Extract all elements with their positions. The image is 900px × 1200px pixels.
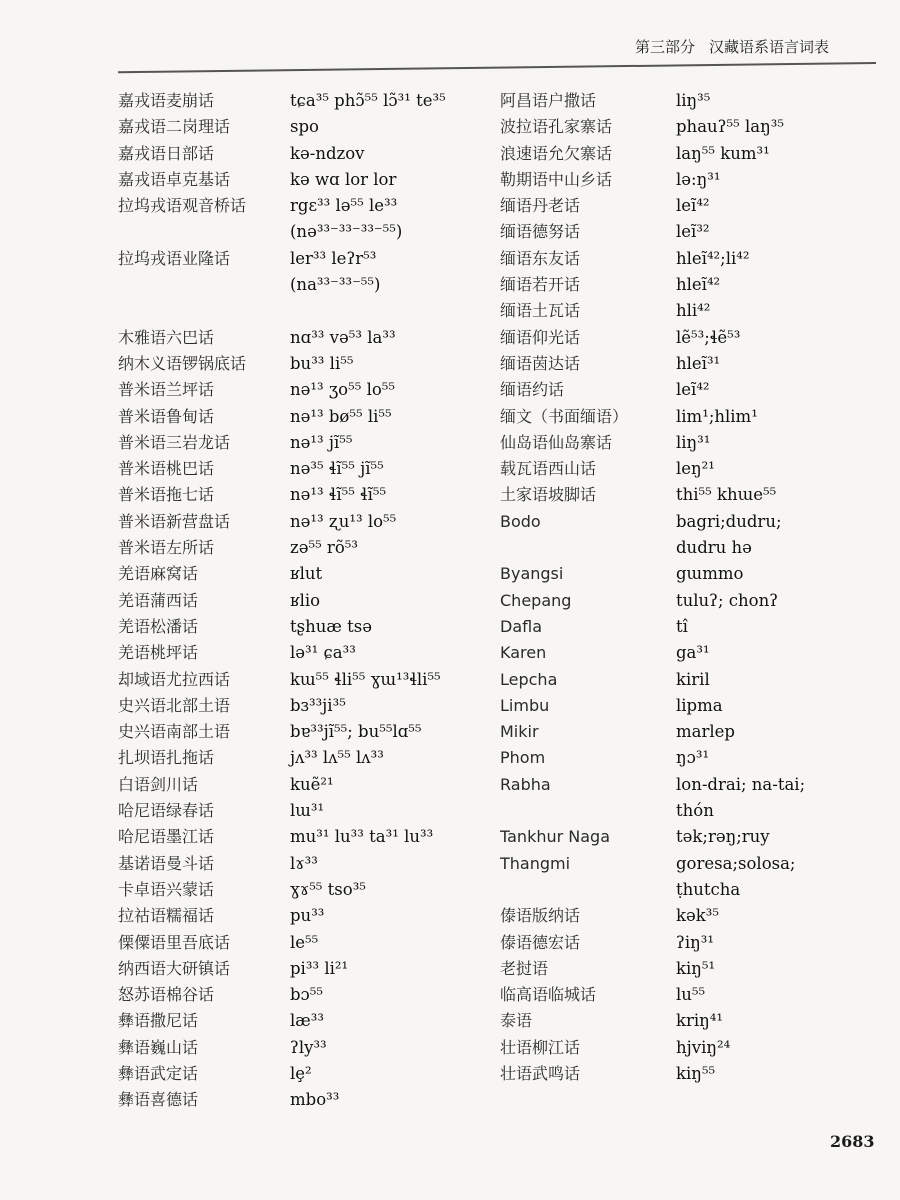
dialect-name: 普米语桃巴话 bbox=[118, 459, 215, 479]
dialect-name: 缅语土瓦话 bbox=[500, 301, 581, 321]
dialect-name: 嘉戎语二岗理话 bbox=[118, 117, 231, 137]
word-form: leĩ³² bbox=[676, 222, 710, 242]
word-form: ɣɤ⁵⁵ tso³⁵ bbox=[290, 879, 366, 899]
header-section: 汉藏语系语言词表 bbox=[709, 38, 830, 56]
word-form: læ³³ bbox=[290, 1011, 325, 1031]
running-header bbox=[635, 36, 875, 57]
word-form: hleĩ³¹ bbox=[676, 353, 721, 373]
dialect-name: 嘉戎语麦崩话 bbox=[118, 91, 215, 110]
dialect-name: Tankhur Naga bbox=[500, 827, 611, 847]
word-form: pu³³ bbox=[290, 906, 325, 926]
word-form: pi³³ li²¹ bbox=[290, 958, 349, 978]
word-form: zə⁵⁵ rõ⁵³ bbox=[290, 538, 358, 558]
dialect-name: 泰语 bbox=[500, 1011, 533, 1031]
dialect-name: 壮语武鸣话 bbox=[500, 1063, 581, 1083]
page-number: 2683 bbox=[830, 1132, 875, 1151]
dialect-name: 普米语鲁甸话 bbox=[118, 406, 215, 426]
dialect-name: 白语剑川话 bbox=[118, 774, 199, 794]
dialect-name: 卡卓语兴蒙话 bbox=[118, 879, 215, 899]
word-form: (na³³⁻³³⁻⁵⁵) bbox=[290, 275, 381, 295]
word-form: kə-ndzov bbox=[290, 143, 365, 163]
word-form: ʁlio bbox=[290, 590, 321, 610]
word-form: hli⁴² bbox=[676, 301, 711, 321]
dialect-name: 普米语新营盘话 bbox=[118, 511, 231, 531]
dialect-name: 缅语约话 bbox=[500, 380, 565, 400]
dialect-name: 彝语武定话 bbox=[118, 1063, 199, 1083]
dialect-name: 载瓦语西山话 bbox=[500, 459, 597, 479]
word-form: ʔiŋ³¹ bbox=[676, 932, 714, 952]
word-form: laŋ⁵⁵ kum³¹ bbox=[676, 143, 770, 163]
dialect-name: 傣语德宏话 bbox=[500, 932, 581, 952]
word-form: le⁵⁵ bbox=[290, 932, 319, 952]
dialect-name: 壮语柳江话 bbox=[500, 1037, 581, 1057]
word-form: bɜ³³ji³⁵ bbox=[290, 695, 346, 715]
dialect-name: 彝语喜德话 bbox=[118, 1090, 199, 1110]
dialect-name: 临高语临城话 bbox=[500, 985, 597, 1005]
dialect-name: 羌语桃坪话 bbox=[118, 643, 199, 663]
dialect-name: 彝语撒尼话 bbox=[118, 1011, 199, 1031]
word-form: ga³¹ bbox=[676, 643, 710, 663]
word-form: mu³¹ lu³³ ta³¹ lu³³ bbox=[290, 827, 434, 847]
word-form: phauʔ⁵⁵ laŋ³⁵ bbox=[676, 117, 784, 137]
word-form: goresa;solosa; bbox=[676, 853, 796, 873]
word-form: ʁlut bbox=[290, 564, 323, 584]
dialect-name: 哈尼语绿春话 bbox=[118, 801, 215, 821]
word-form: liŋ³¹ bbox=[676, 432, 711, 452]
dialect-name: 缅语丹老话 bbox=[500, 196, 581, 216]
dialect-name: 傣语版纳话 bbox=[500, 906, 581, 926]
header-rule bbox=[118, 62, 876, 73]
dialect-name: 傈僳语里吾底话 bbox=[118, 932, 231, 952]
dialect-name: 阿昌语户撒话 bbox=[500, 91, 597, 110]
word-form: lɤ³³ bbox=[290, 853, 318, 873]
word-form: tʂhuæ tsə bbox=[290, 616, 372, 636]
dialect-name: 普米语左所话 bbox=[118, 538, 215, 558]
word-form: hjviŋ²⁴ bbox=[676, 1037, 731, 1057]
dialect-name: Dafla bbox=[500, 616, 543, 636]
word-form: mbo³³ bbox=[290, 1090, 340, 1110]
dialect-name: Byangsi bbox=[500, 564, 564, 584]
word-form: tuluʔ; chonʔ bbox=[676, 590, 779, 610]
dialect-name: 基诺语曼斗话 bbox=[118, 853, 215, 873]
word-form: bagri;dudru; bbox=[676, 511, 782, 531]
word-form: lə³¹ ɕa³³ bbox=[290, 643, 356, 663]
dialect-name: 普米语兰坪话 bbox=[118, 380, 215, 400]
dialect-name: 纳西语大研镇话 bbox=[118, 958, 231, 978]
dialect-name: Rabha bbox=[500, 774, 551, 794]
dialect-name: 哈尼语墨江话 bbox=[118, 827, 215, 847]
dialect-name: 扎坝语扎拖话 bbox=[118, 748, 215, 768]
dialect-name: 浪速语允欠寨话 bbox=[500, 143, 613, 163]
dialect-name: 纳木义语锣锅底话 bbox=[118, 353, 247, 373]
word-form: leĩ⁴² bbox=[676, 196, 710, 216]
word-form: kiŋ⁵¹ bbox=[676, 958, 716, 978]
word-form: kək³⁵ bbox=[676, 906, 719, 926]
word-form: lim¹;hlim¹ bbox=[676, 406, 758, 426]
dialect-name: 缅语若开话 bbox=[500, 275, 581, 295]
word-form: bɐ³³jĩ⁵⁵; bu⁵⁵lɑ⁵⁵ bbox=[290, 722, 422, 742]
dialect-name: 缅语东友话 bbox=[500, 248, 581, 268]
word-form: nə¹³ bø⁵⁵ li⁵⁵ bbox=[290, 406, 392, 426]
word-form: nə¹³ ʐu¹³ lo⁵⁵ bbox=[290, 511, 397, 531]
dialect-name: 缅语茵达话 bbox=[500, 353, 581, 373]
word-form: bu³³ li⁵⁵ bbox=[290, 353, 354, 373]
word-form: liŋ³⁵ bbox=[676, 91, 711, 110]
word-form: spo bbox=[290, 117, 319, 137]
dialect-name: 拉坞戎语观音桥话 bbox=[118, 196, 247, 216]
dialect-name: Phom bbox=[500, 748, 546, 768]
word-form: kiŋ⁵⁵ bbox=[676, 1063, 716, 1083]
dialect-name: 羌语蒲西话 bbox=[118, 590, 199, 610]
dialect-name: 缅语仰光话 bbox=[500, 327, 581, 347]
dialect-name: Limbu bbox=[500, 695, 550, 715]
word-form: kɯ⁵⁵ ɬli⁵⁵ ɣɯ¹³ɬli⁵⁵ bbox=[290, 669, 441, 689]
dialect-name: 嘉戎语日部话 bbox=[118, 143, 215, 163]
dialect-name: 波拉语孔家寨话 bbox=[500, 117, 613, 137]
word-form: lon-drai; na-tai; bbox=[676, 774, 806, 794]
word-form: (nə³³⁻³³⁻³³⁻⁵⁵) bbox=[290, 222, 403, 242]
word-form: thón bbox=[676, 801, 714, 821]
word-form: lə:ŋ³¹ bbox=[676, 169, 721, 189]
dialect-name: 羌语松潘话 bbox=[118, 616, 199, 636]
word-form: nɑ³³ və⁵³ la³³ bbox=[290, 327, 396, 347]
dialect-name: 勒期语中山乡话 bbox=[500, 169, 613, 189]
dialect-name: 普米语拖七话 bbox=[118, 485, 215, 505]
dialect-name: 怒苏语棉谷话 bbox=[118, 985, 215, 1005]
dialect-name: 缅文（书面缅语） bbox=[500, 406, 629, 426]
dialect-name: Lepcha bbox=[500, 669, 558, 689]
dialect-name: Chepang bbox=[500, 590, 572, 610]
word-form: jʌ³³ lʌ⁵⁵ lʌ³³ bbox=[290, 748, 384, 768]
word-form: hleĩ⁴²;li⁴² bbox=[676, 248, 750, 268]
word-form: thi⁵⁵ khɯe⁵⁵ bbox=[676, 485, 777, 505]
word-form: nə³⁵ ɬĩ⁵⁵ jĩ⁵⁵ bbox=[290, 459, 384, 479]
word-form: kuẽ²¹ bbox=[290, 774, 334, 794]
word-form: lɯ³¹ bbox=[290, 801, 325, 821]
word-form: bɔ⁵⁵ bbox=[290, 985, 324, 1005]
word-form: nə¹³ ʒo⁵⁵ lo⁵⁵ bbox=[290, 380, 396, 400]
dialect-name: 史兴语北部土语 bbox=[118, 695, 231, 715]
word-form: gɯmmo bbox=[676, 564, 744, 584]
dialect-name: 彝语巍山话 bbox=[118, 1037, 199, 1057]
word-form: leŋ²¹ bbox=[676, 459, 715, 479]
word-form: ʔly³³ bbox=[290, 1037, 327, 1057]
word-form: lẽ⁵³;ɬẽ⁵³ bbox=[676, 327, 741, 347]
word-form: lȩ² bbox=[290, 1063, 312, 1083]
dialect-name: Mikir bbox=[500, 722, 539, 742]
dialect-name: Karen bbox=[500, 643, 547, 663]
word-form: kə wɑ lor lor bbox=[290, 169, 397, 189]
dialect-name: Bodo bbox=[500, 511, 541, 531]
word-form: ṭhutcha bbox=[676, 879, 741, 899]
word-form: dudru hə bbox=[676, 538, 752, 558]
dialect-name: 史兴语南部土语 bbox=[118, 722, 231, 742]
dialect-name: 羌语麻窝话 bbox=[118, 564, 199, 584]
word-form: marlep bbox=[676, 722, 735, 742]
word-form: nə¹³ ɬĩ⁵⁵ ɬĩ⁵⁵ bbox=[290, 485, 387, 505]
dialect-name: 却域语尤拉西话 bbox=[118, 669, 231, 689]
word-form: rgɛ³³ lə⁵⁵ le³³ bbox=[290, 196, 398, 216]
word-form: leĩ⁴² bbox=[676, 380, 710, 400]
word-form: lipma bbox=[676, 695, 723, 715]
word-form: nə¹³ jĩ⁵⁵ bbox=[290, 432, 353, 452]
dialect-name: 木雅语六巴话 bbox=[118, 327, 215, 347]
word-form: tək;rəŋ;ruy bbox=[676, 827, 770, 847]
dialect-name: 嘉戎语卓克基话 bbox=[118, 169, 231, 189]
dialect-name: 拉坞戎语业隆话 bbox=[118, 248, 231, 268]
word-form: ŋɔ³¹ bbox=[676, 748, 710, 768]
dialect-name: 仙岛语仙岛寨话 bbox=[500, 432, 613, 452]
word-form: tî bbox=[676, 616, 688, 636]
dialect-name: 土家语坡脚话 bbox=[500, 485, 597, 505]
word-form: hleĩ⁴² bbox=[676, 275, 721, 295]
word-form: lu⁵⁵ bbox=[676, 985, 706, 1005]
dialect-name: 普米语三岩龙话 bbox=[118, 432, 231, 452]
dialect-name: 拉祜语糯福话 bbox=[118, 906, 215, 926]
word-form: ler³³ leʔr⁵³ bbox=[290, 248, 377, 268]
dialect-name: 老挝语 bbox=[500, 958, 549, 978]
dialect-name: Thangmi bbox=[500, 853, 571, 873]
word-form: tɕa³⁵ phɔ̃⁵⁵ lɔ̃³¹ te³⁵ bbox=[290, 91, 446, 110]
word-form: kiril bbox=[676, 669, 710, 689]
dialect-name: 缅语德努话 bbox=[500, 222, 581, 242]
word-form: kriŋ⁴¹ bbox=[676, 1011, 724, 1031]
header-part: 第三部分 bbox=[635, 38, 696, 56]
